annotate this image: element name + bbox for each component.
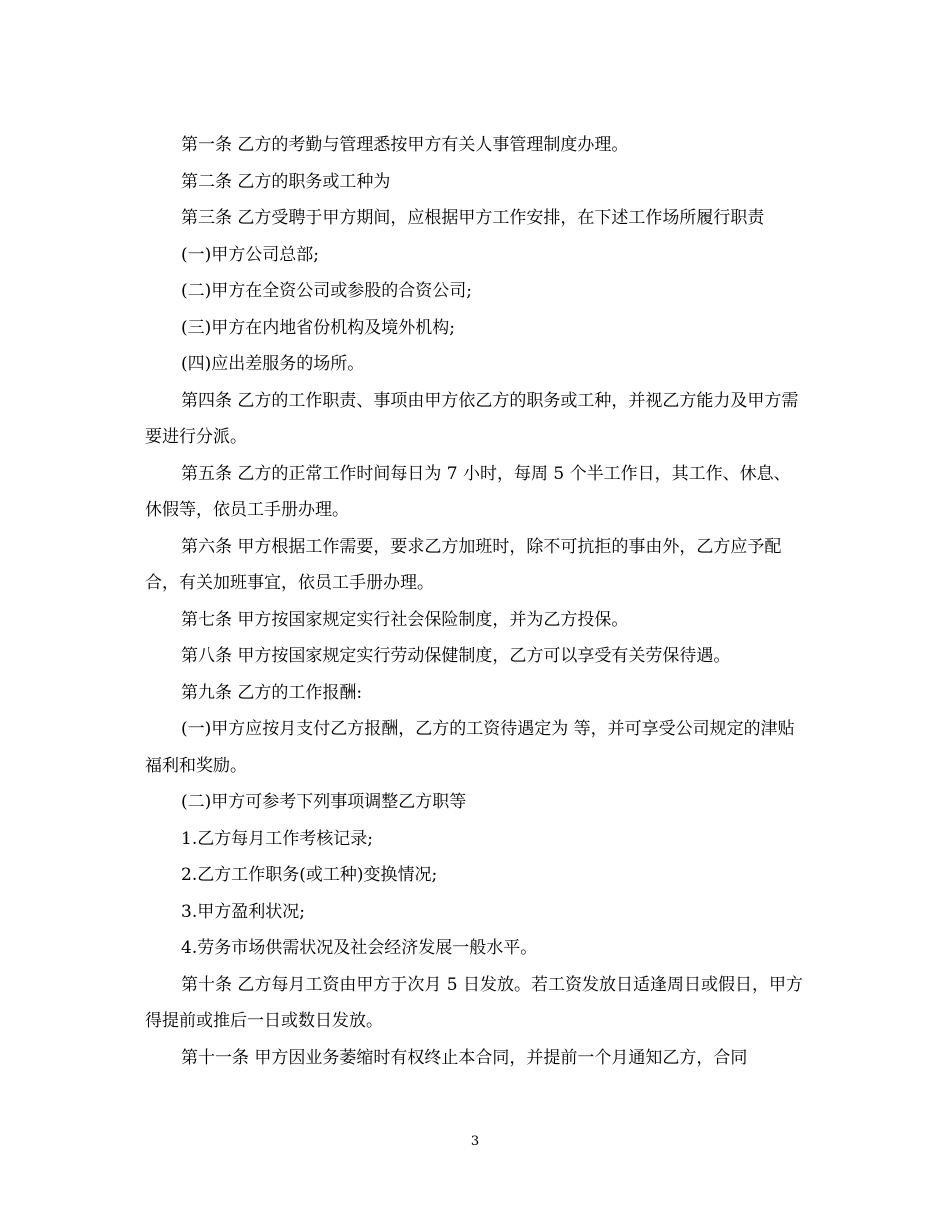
paragraph-article-1: 第一条 乙方的考勤与管理悉按甲方有关人事管理制度办理。: [181, 135, 629, 155]
list-item-workplace-1: (一)甲方公司总部;: [181, 244, 319, 265]
paragraph-article-6: 第六条 甲方根据工作需要，要求乙方加班时，除不可抗拒的事由外，乙方应予配合，有关加班事宜，依员工手册办理。: [145, 536, 782, 593]
document-body: [145, 127, 807, 1076]
list-item-factor-3: 3.甲方盈利状况;: [181, 901, 305, 922]
paragraph-article-2: 第二条 乙方的职务或工种为: [181, 171, 391, 192]
paragraph-article-3: 第三条 乙方受聘于甲方期间，应根据甲方工作安排，在下述工作场所履行职责: [181, 208, 765, 228]
list-item-factor-1: 1.乙方每月工作考核记录;: [181, 828, 373, 849]
list-item-workplace-2: (二)甲方在全资公司或参股的合资公司;: [181, 281, 472, 301]
paragraph-article-10: 第十条 乙方每月工资由甲方于次月 5 日发放。若工资发放日适逢周日或假日，甲方得提前或推后一日或数日发放。: [145, 974, 804, 1031]
list-item-factor-2: 2.乙方工作职务(或工种)变换情况;: [181, 865, 438, 885]
list-item-workplace-4: (四)应出差服务的场所。: [181, 354, 365, 374]
page-number: 3: [470, 1134, 480, 1149]
paragraph-article-11: 第十一条 甲方因业务萎缩时有权终止本合同，并提前一个月通知乙方，合同: [181, 1047, 748, 1068]
list-item-salary-1: (一)甲方应按月支付乙方报酬，乙方的工资待遇定为 等，并可享受公司规定的津贴福利和奖励。: [145, 719, 795, 776]
list-item-workplace-3: (三)甲方在内地省份机构及境外机构;: [181, 317, 455, 338]
paragraph-article-8: 第八条 甲方按国家规定实行劳动保健制度，乙方可以享受有关劳保待遇。: [181, 646, 731, 666]
paragraph-article-4: 第四条 乙方的工作职责、事项由甲方依乙方的职务或工种，并视乙方能力及甲方需要进行分派。: [145, 390, 799, 447]
paragraph-article-9: 第九条 乙方的工作报酬:: [181, 682, 363, 703]
list-item-factor-4: 4.劳务市场供需状况及社会经济发展一般水平。: [181, 938, 538, 958]
paragraph-article-7: 第七条 甲方按国家规定实行社会保险制度，并为乙方投保。: [181, 609, 629, 630]
paragraph-article-5: 第五条 乙方的正常工作时间每日为 7 小时，每周 5 个半工作日，其工作、休息、休假等，依员工手册办理。: [145, 463, 791, 520]
list-item-salary-2: (二)甲方可参考下列事项调整乙方职等: [181, 792, 467, 812]
